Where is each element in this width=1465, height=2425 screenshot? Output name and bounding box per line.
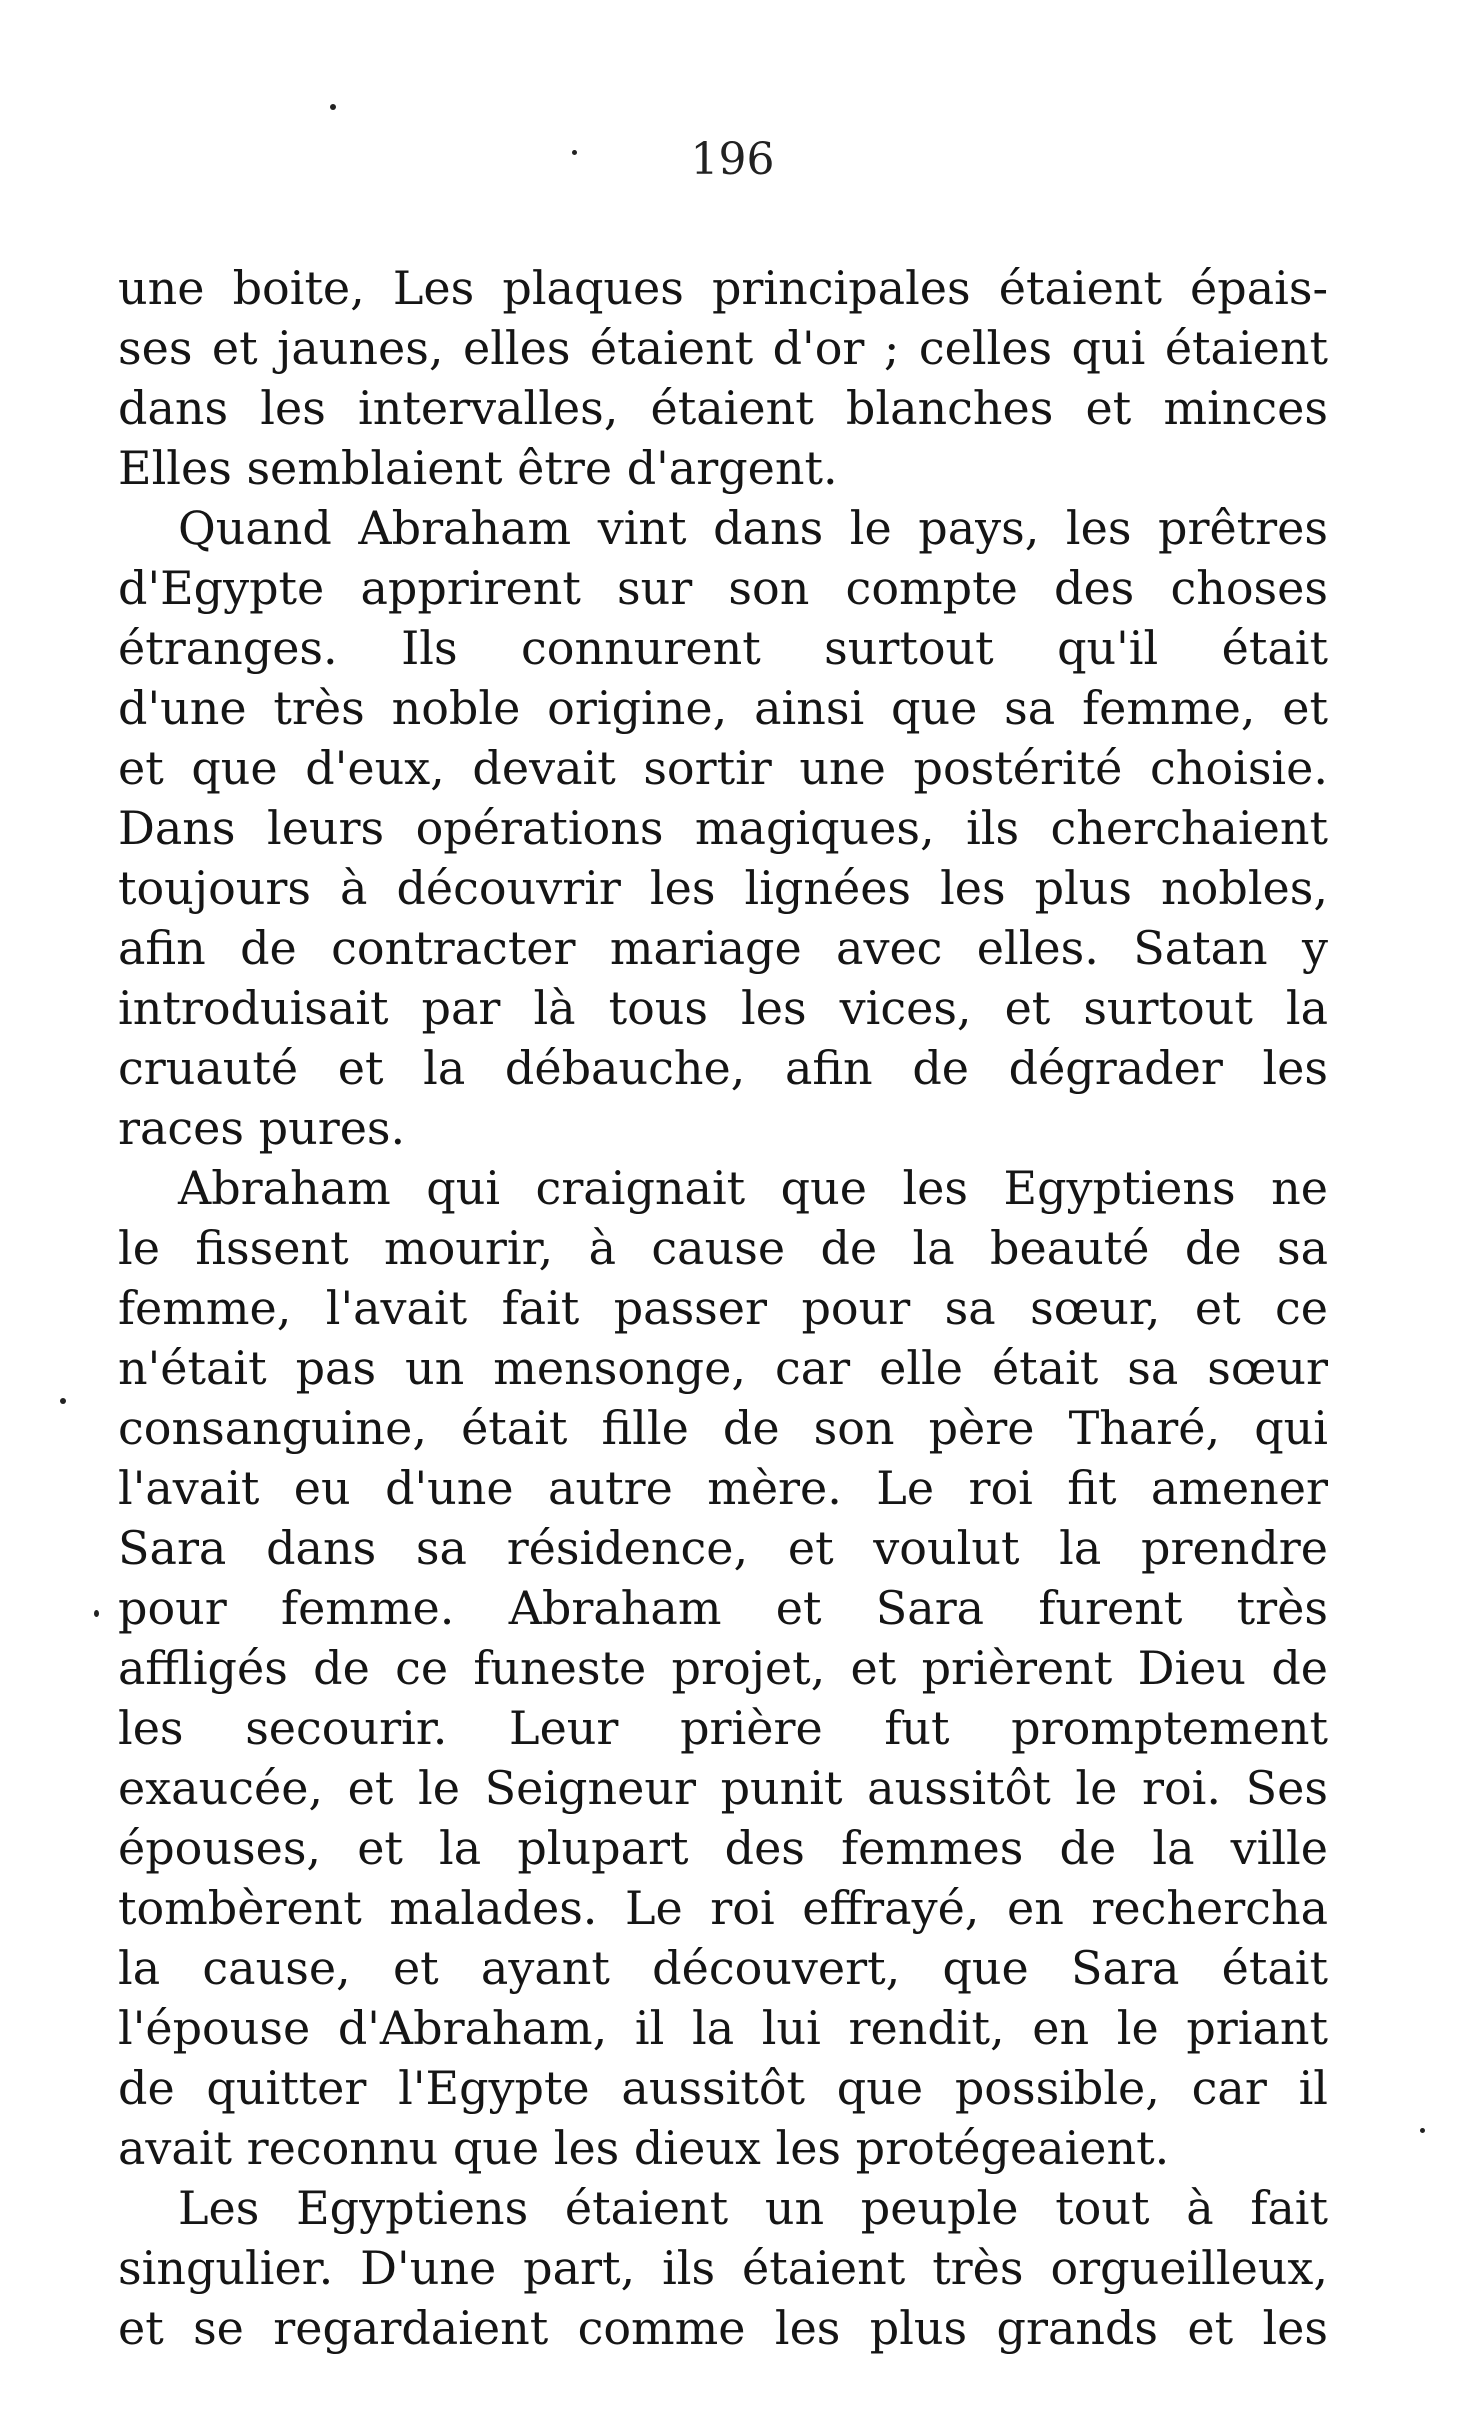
text-line: l'épouse d'Abraham, il la lui rendit, en le priant [118, 2001, 1328, 2055]
text-line: une boite, Les plaques principales étaient épais- [118, 261, 1328, 315]
text-line: Abraham qui craignait que les Egyptiens ne [178, 1161, 1328, 1215]
text-line: pour femme. Abraham et Sara furent très [118, 1581, 1328, 1635]
text-line: tombèrent malades. Le roi effrayé, en rechercha [118, 1881, 1328, 1935]
text-line: singulier. D'une part, ils étaient très orgueilleux, [118, 2241, 1328, 2295]
text-line: races pures. [118, 1101, 406, 1155]
text-line: les secourir. Leur prière fut promptement [118, 1701, 1328, 1755]
body-text [118, 258, 1328, 2358]
scan-speck [330, 104, 336, 110]
text-line: et que d'eux, devait sortir une postérité choisie. [118, 741, 1328, 795]
text-line: consanguine, était fille de son père Tharé, qui [118, 1401, 1328, 1455]
text-line: Dans leurs opérations magiques, ils cherchaient [118, 801, 1328, 855]
text-line: d'Egypte apprirent sur son compte des choses [118, 561, 1328, 615]
text-line: cruauté et la débauche, afin de dégrader les [118, 1041, 1328, 1095]
text-line: Les Egyptiens étaient un peuple tout à fait [178, 2181, 1328, 2235]
text-line: épouses, et la plupart des femmes de la ville [118, 1821, 1328, 1875]
text-line: Elles semblaient être d'argent. [118, 441, 838, 495]
text-line: le fissent mourir, à cause de la beauté de sa [118, 1221, 1328, 1275]
text-line: n'était pas un mensonge, car elle était sa sœur [118, 1341, 1328, 1395]
text-line: la cause, et ayant découvert, que Sara était [118, 1941, 1328, 1995]
text-line: Sara dans sa résidence, et voulut la prendre [118, 1521, 1328, 1575]
text-line: et se regardaient comme les plus grands et les [118, 2301, 1328, 2355]
scan-speck [1420, 2128, 1425, 2133]
text-line: dans les intervalles, étaient blanches et minces [118, 381, 1328, 435]
text-line: femme, l'avait fait passer pour sa sœur, et ce [118, 1281, 1328, 1335]
text-line: ses et jaunes, elles étaient d'or ; celles qui étaient [118, 321, 1328, 375]
text-line: exaucée, et le Seigneur punit aussitôt le roi. Ses [118, 1761, 1328, 1815]
text-line: avait reconnu que les dieux les protégeaient. [118, 2121, 1170, 2175]
text-line: toujours à découvrir les lignées les plus nobles, [118, 861, 1328, 915]
page-number: 196 [690, 134, 775, 185]
text-line: de quitter l'Egypte aussitôt que possible, car il [118, 2061, 1328, 2115]
text-line: introduisait par là tous les vices, et surtout la [118, 981, 1328, 1035]
scan-speck [94, 1610, 99, 1617]
text-line: affligés de ce funeste projet, et prièrent Dieu de [118, 1641, 1328, 1695]
text-line: afin de contracter mariage avec elles. Satan y [118, 921, 1328, 975]
text-line: Quand Abraham vint dans le pays, les prêtres [178, 501, 1328, 555]
text-line: d'une très noble origine, ainsi que sa femme, et [118, 681, 1328, 735]
text-line: étranges. Ils connurent surtout qu'il était [118, 621, 1328, 675]
scan-speck [60, 1398, 66, 1404]
text-line: l'avait eu d'une autre mère. Le roi fit amener [118, 1461, 1328, 1515]
